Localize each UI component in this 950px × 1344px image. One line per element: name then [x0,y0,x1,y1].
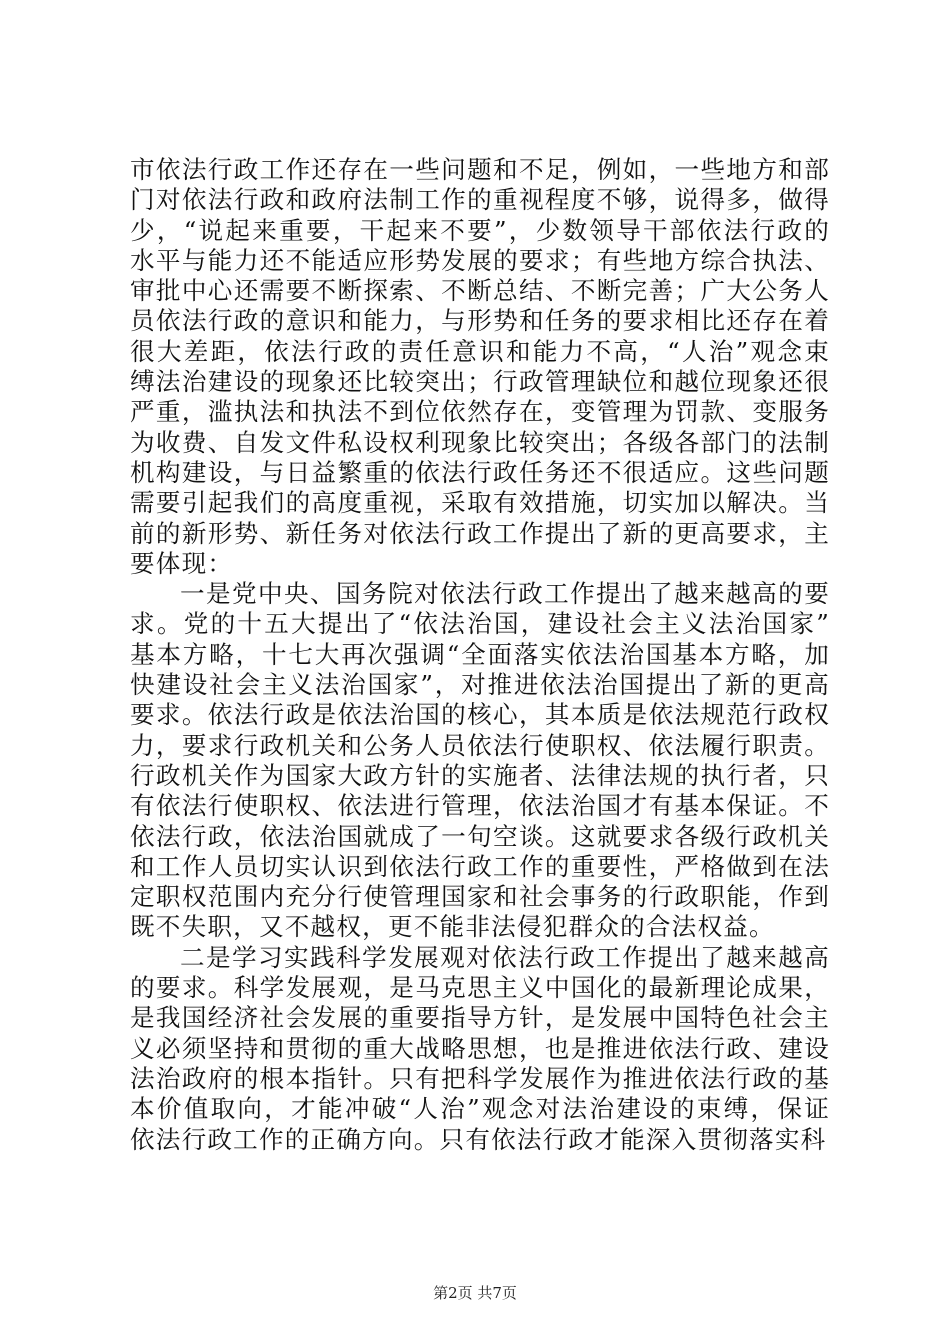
text-line: 定职权范围内充分行使管理国家和社会事务的行政职能，作到 [130,882,830,912]
text-line: 很大差距，依法行政的责任意识和能力不高，“人治”观念束 [130,336,830,366]
text-line: 需要引起我们的高度重视，采取有效措施，切实加以解决。当 [130,488,830,518]
text-line: 要体现： [130,548,234,578]
text-line: 力，要求行政机关和公务人员依法行使职权、依法履行职责。 [130,730,830,760]
text-line: 依法行政，依法治国就成了一句空谈。这就要求各级行政机关 [130,821,830,851]
text-line: 水平与能力还不能适应形势发展的要求；有些地方综合执法、 [130,245,830,275]
document-body [130,155,830,1155]
text-line: 少，“说起来重要，干起来不要”，少数领导干部依法行政的 [130,215,830,245]
text-line: 机构建设，与日益繁重的依法行政任务还不很适应。这些问题 [130,457,830,487]
text-line: 前的新形势、新任务对依法行政工作提出了新的更高要求，主 [130,518,830,548]
text-line: 二是学习实践科学发展观对依法行政工作提出了越来越高 [180,942,830,972]
text-line: 和工作人员切实认识到依法行政工作的重要性，严格做到在法 [130,851,830,881]
text-line: 一是党中央、国务院对依法行政工作提出了越来越高的要 [180,579,830,609]
text-line: 门对依法行政和政府法制工作的重视程度不够，说得多，做得 [130,185,830,215]
text-line: 有依法行使职权、依法进行管理，依法治国才有基本保证。不 [130,791,830,821]
text-line: 要求。依法行政是依法治国的核心，其本质是依法规范行政权 [130,700,830,730]
text-line: 是我国经济社会发展的重要指导方针，是发展中国特色社会主 [130,1003,830,1033]
text-line: 市依法行政工作还存在一些问题和不足，例如，一些地方和部 [130,155,830,184]
text-line: 既不失职，又不越权，更不能非法侵犯群众的合法权益。 [130,912,775,942]
text-line: 缚法治建设的现象还比较突出；行政管理缺位和越位现象还很 [130,367,830,397]
paragraph [130,579,830,943]
text-line: 审批中心还需要不断探索、不断总结、不断完善；广大公务人 [130,276,830,306]
text-line: 快建设社会主义法治国家”，对推进依法治国提出了新的更高 [130,670,830,700]
text-line: 依法行政工作的正确方向。只有依法行政才能深入贯彻落实科 [130,1124,827,1154]
text-line: 员依法行政的意识和能力，与形势和任务的要求相比还存在着 [130,306,830,336]
text-line: 行政机关作为国家大政方针的实施者、法律法规的执行者，只 [130,760,830,790]
page-footer: 第2页 共7页 [433,1284,517,1302]
text-line: 法治政府的根本指针。只有把科学发展作为推进依法行政的基 [130,1063,830,1093]
paragraph [130,155,830,579]
text-line: 基本方略，十七大再次强调“全面落实依法治国基本方略，加 [130,639,830,669]
text-line: 的要求。科学发展观，是马克思主义中国化的最新理论成果， [130,973,830,1003]
text-line: 为收费、自发文件私设权利现象比较突出；各级各部门的法制 [130,427,830,457]
text-line: 本价值取向，才能冲破“人治”观念对法治建设的束缚，保证 [130,1094,830,1124]
text-line: 义必须坚持和贯彻的重大战略思想，也是推进依法行政、建设 [130,1033,830,1063]
text-line: 严重，滥执法和执法不到位依然存在，变管理为罚款、变服务 [130,397,830,427]
paragraph [130,943,830,1155]
text-line: 求。党的十五大提出了“依法治国，建设社会主义法治国家” [130,609,830,639]
